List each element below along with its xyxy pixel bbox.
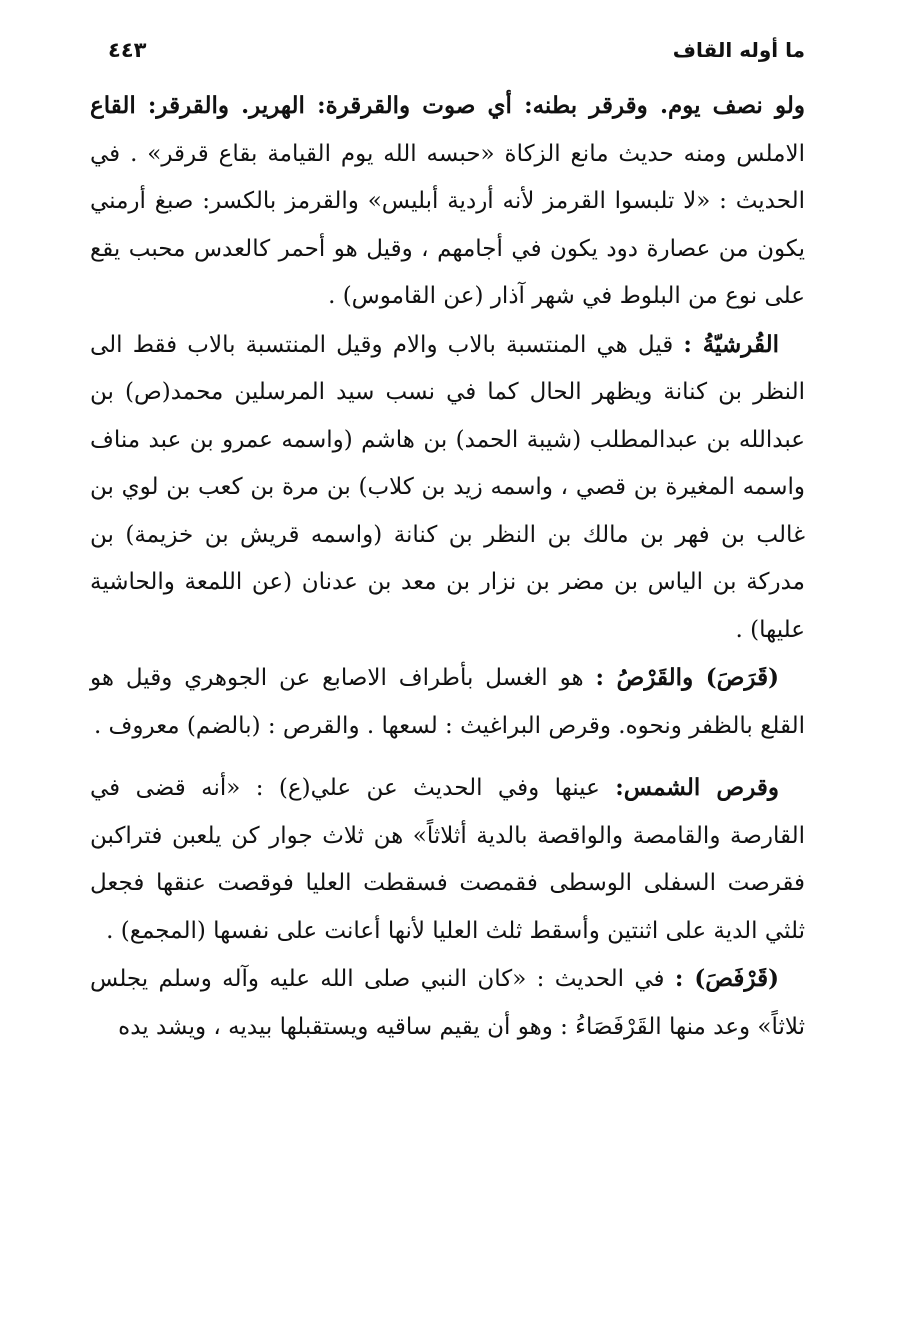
entry-headword: القُرشيّةُ : — [683, 330, 779, 358]
entry-headword: (قَرْفَصَ) : — [674, 965, 779, 992]
entry-qaras — [90, 654, 805, 750]
entry-headword: (قَرَصَ) والقَرْصُ : — [595, 664, 780, 691]
entry-text: الاملس ومنه حديث مانع الزكاة «حبسه الله يوم القيامة بقاع قرقر» . في الحديث : «لا تلبسوا القرمز لأنه أردية أبليس» والقرمز بالكسر: صبغ أرمني يكون من عصارة دود يكون في أجامهم ، وقيل هو أحمر كالعدس محبب يقع على نوع من البلوط في شهر آذار (عن القاموس) . — [90, 140, 805, 309]
entry-text: قيل هي المنتسبة بالاب والام وقيل المنتسبة بالاب فقط الى النظر بن كنانة ويظهر الحال كما في نسب سيد المرسلين محمد(ص) بن عبدالله بن عبدالمطلب (شيبة الحمد) بن هاشم (واسمه عمرو بن عبد مناف واسمه المغيرة بن قصي ، واسمه زيد بن كلاب) بن مرة بن كعب بن لوي بن غالب بن فهر بن مالك بن النظر بن كنانة (واسمه قريش بن خزيمة) بن مدركة بن الياس بن مضر بن نزار بن معد بن عدنان (عن اللمعة والحاشية عليها) . — [90, 331, 805, 643]
page-number: ٤٤٣ — [108, 38, 147, 62]
entry-qurashiyya — [90, 321, 805, 655]
page-body — [90, 82, 805, 1051]
entry-headword: وقرص الشمس: — [615, 774, 779, 801]
entry-text: عينها وفي الحديث عن علي(ع) : «أنه قضى في القارصة والقامصة والواقصة بالدية أثلاثاً» هن ثلاث جوار كن يلعبن فتراكبن فقرصت السفلى الوسطى فقمصت فسقطت العليا فوقصت عنقها فجعل ثلثي الدية على اثنتين وأسقط ثلث العليا لأنها أعانت على نفسها (المجمع) . — [90, 775, 805, 944]
running-title: ما أوله القاف — [672, 38, 805, 62]
page-header — [108, 30, 805, 70]
entry-qarfasa — [90, 955, 805, 1051]
entry-bold-lead: ولو نصف يوم. وقرقر بطنه: أي صوت والقرقرة: الهرير. والقرقر: القاع — [90, 92, 805, 119]
entry-qurs-al-shams — [90, 764, 805, 955]
entry-qarqar-continuation — [90, 82, 805, 321]
entry-text: هو الغسل بأطراف الاصابع عن الجوهري وقيل هو القلع بالظفر ونحوه. وقرص البراغيث : لسعها . والقرص : (بالضم) معروف . — [90, 665, 805, 739]
entry-text: في الحديث : «كان النبي صلى الله عليه وآله وسلم يجلس ثلاثاً» وعد منها القَرْفَصَاءُ : وهو أن يقيم ساقيه ويستقبلها بيديه ، ويشد يده — [90, 966, 805, 1040]
